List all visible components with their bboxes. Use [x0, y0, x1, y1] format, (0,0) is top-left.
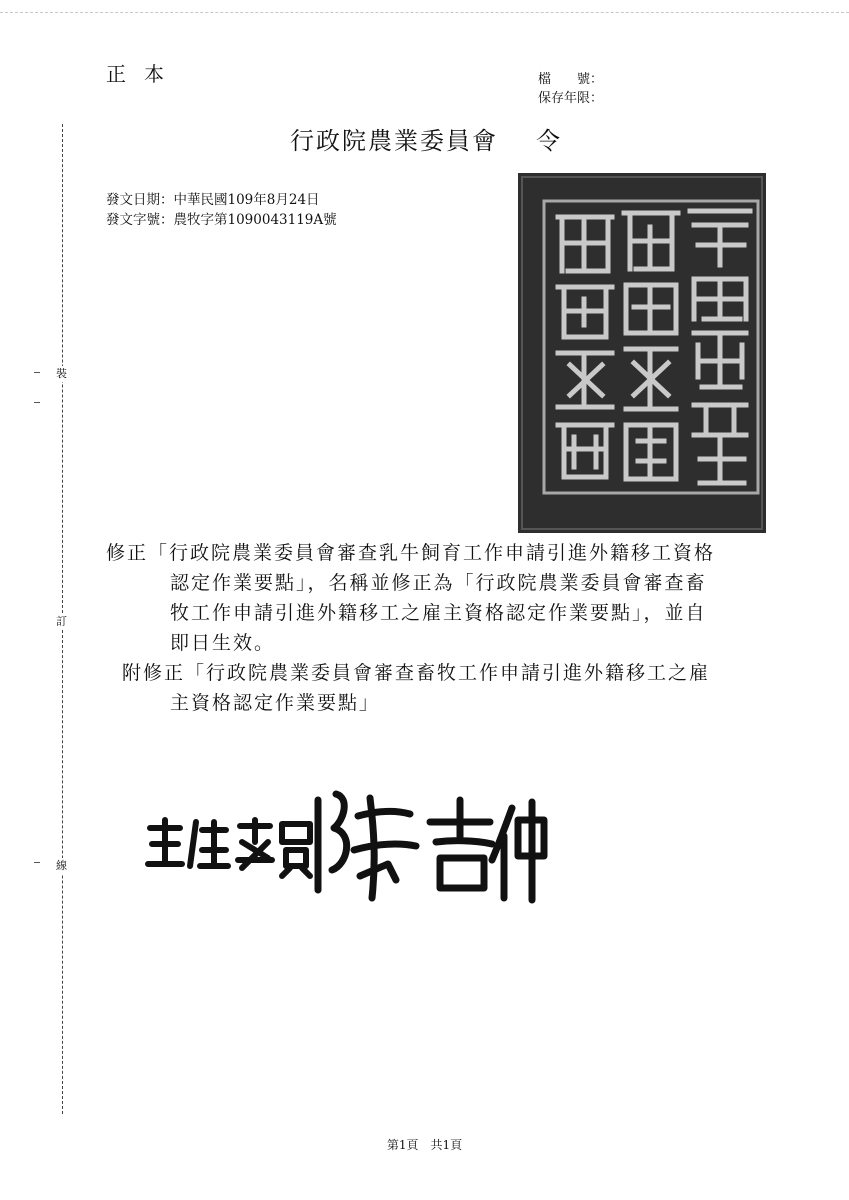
issue-info [106, 190, 337, 230]
binding-tick [34, 402, 40, 403]
document-title [290, 121, 562, 156]
main-line: 修正「行政院農業委員會審查乳牛飼育工作申請引進外籍移工資格 [106, 542, 716, 564]
official-seal-image [518, 173, 766, 533]
main-line: 認定作業要點」，名稱並修正為「行政院農業委員會審查畜 [170, 572, 707, 594]
signature-image [140, 780, 550, 910]
copy-type-label: 正本 [106, 62, 182, 86]
file-meta [538, 70, 603, 108]
retention-label: 保存年限： [538, 91, 604, 106]
attachment-paragraph [106, 658, 756, 718]
main-line: 即日生效。 [170, 632, 276, 654]
attachment-line: 附修正「行政院農業委員會審查畜牧工作申請引進外籍移工之雇 [122, 662, 711, 684]
top-scan-rule [0, 12, 849, 13]
binding-mark-bind: 裝 [56, 367, 67, 380]
document-type: 令 [536, 127, 562, 155]
binding-tick [34, 862, 40, 863]
order-body [106, 538, 756, 718]
issue-number: 發文字號：農牧字第1090043119A號 [106, 212, 337, 228]
binding-tick [34, 372, 40, 373]
binding-mark-staple: 訂 [56, 615, 67, 628]
attachment-line: 主資格認定作業要點」 [170, 692, 381, 714]
main-line: 牧工作申請引進外籍移工之雇主資格認定作業要點」，並自 [170, 602, 707, 624]
page-footer: 第1頁 共1頁 [386, 1138, 463, 1152]
file-number-label: 檔 號： [538, 72, 604, 87]
binding-mark-line: 線 [56, 859, 67, 872]
main-paragraph [106, 538, 756, 658]
issue-date: 發文日期：中華民國109年8月24日 [106, 192, 320, 208]
agency-name: 行政院農業委員會 [290, 127, 498, 155]
